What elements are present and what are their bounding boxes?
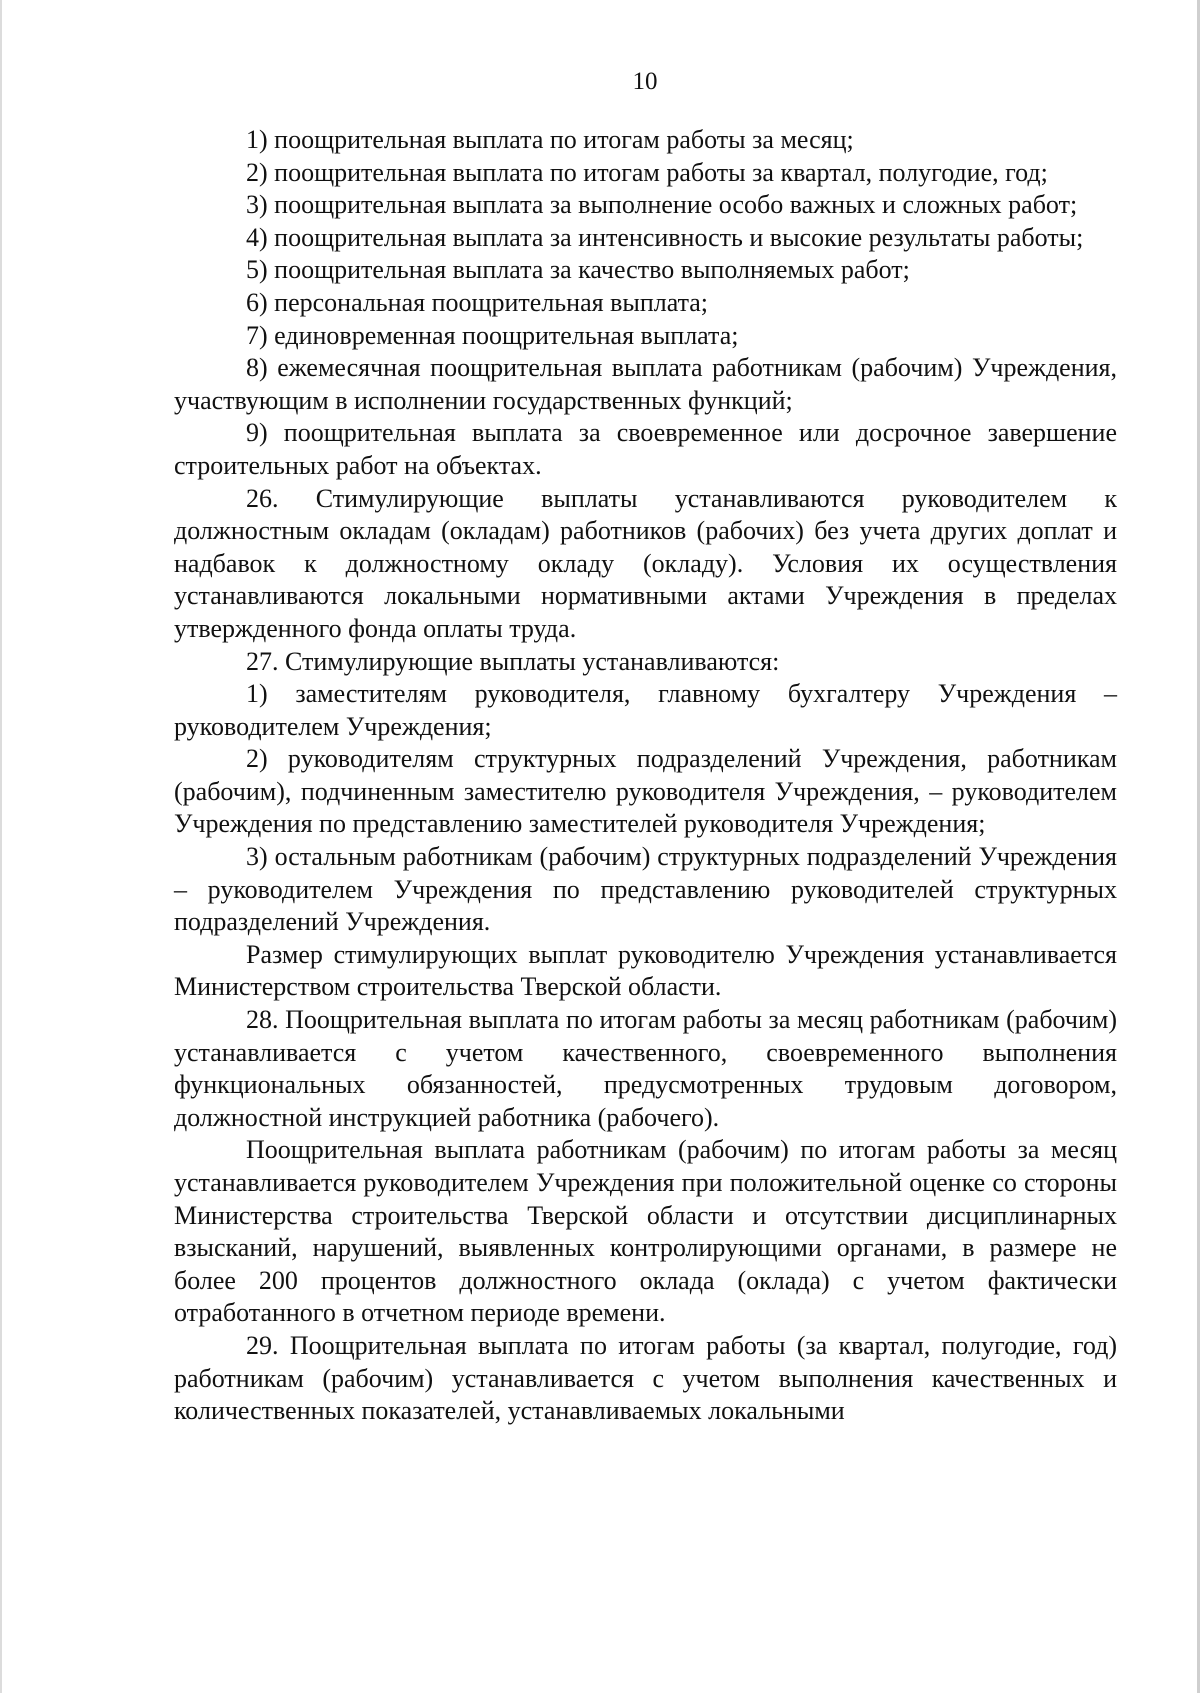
paragraph: 4) поощрительная выплата за интенсивность и высокие результаты работы; [246,222,1084,252]
paragraph: 8) ежемесячная поощрительная выплата работникам (рабочим) Учреждения, участвующим в исполнении государственных функций; [174,353,1117,415]
paragraph: 7) единовременная поощрительная выплата; [246,320,739,350]
paragraph: 1) заместителям руководителя, главному бухгалтеру Учреждения – руководителем Учреждения; [174,679,1117,741]
paragraph: Поощрительная выплата работникам (рабочим) по итогам работы за месяц устанавливается руководителем Учреждения при положительной оценке со стороны Министерства строительства Тверской области и отсутствии дисциплинарных взысканий, нарушений, выявленных контролирующими органами, в размере не более 200 процентов должностного оклада (оклада) с учетом фактически отработанного в отчетном периоде времени. [174,1135,1117,1328]
paragraph: 3) остальным работникам (рабочим) структурных подразделений Учреждения – руководителем Учреждения по представлению руководителей структурных подразделений Учреждения. [174,842,1117,937]
document-body [174,124,1117,1428]
paragraph: 26. Стимулирующие выплаты устанавливаются руководителем к должностным окладам (окладам) работников (рабочих) без учета других доплат и надбавок к должностному окладу (окладу). Условия их осуществления устанавливаются локальными нормативными актами Учреждения в пределах утвержденного фонда оплаты труда. [174,483,1117,643]
paragraph: 27. Стимулирующие выплаты устанавливаются: [246,646,780,676]
paragraph: 28. Поощрительная выплата по итогам работы за месяц работникам (рабочим) устанавливается с учетом качественного, своевременного выполнения функциональных обязанностей, предусмотренных трудовым договором, должностной инструкцией работника (рабочего). [174,1005,1117,1132]
paragraph: Размер стимулирующих выплат руководителю Учреждения устанавливается Министерством строительства Тверской области. [174,939,1117,1002]
paragraph: 5) поощрительная выплата за качество выполняемых работ; [246,255,910,285]
paragraph: 9) поощрительная выплата за своевременное или досрочное завершение строительных работ на объектах. [174,418,1117,480]
paragraph: 3) поощрительная выплата за выполнение особо важных и сложных работ; [246,190,1078,220]
scan-edge-left [0,0,2,1693]
paragraph: 2) поощрительная выплата по итогам работы за квартал, полугодие, год; [246,157,1048,187]
paragraph: 6) персональная поощрительная выплата; [246,287,709,317]
paragraph: 29. Поощрительная выплата по итогам работы (за квартал, полугодие, год) работникам (рабочим) устанавливается с учетом выполнения качественных и количественных показателей, устанавливаемых локальными [174,1330,1117,1426]
page-number: 10 [632,68,658,95]
paragraph: 1) поощрительная выплата по итогам работы за месяц; [246,125,854,154]
paragraph: 2) руководителям структурных подразделений Учреждения, работникам (рабочим), подчиненным заместителю руководителя Учреждения, – руководителем Учреждения по представлению заместителей руководителя Учреждения; [174,744,1117,839]
